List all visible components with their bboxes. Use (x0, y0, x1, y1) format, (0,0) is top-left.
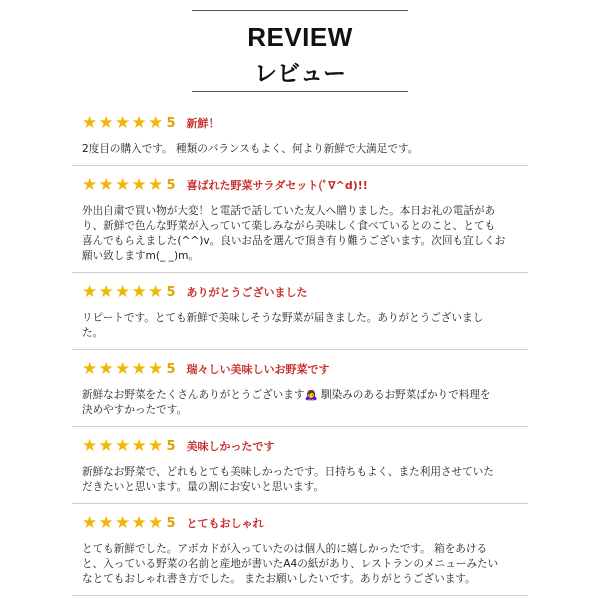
review-text-line: リピートです。とても新鮮で美味しそうな野菜が届きました。ありがとうございまし (82, 312, 484, 324)
page-subtitle: レビュー (254, 61, 346, 87)
review-text-line: 決めやすかったです。 (82, 404, 188, 416)
star-icon: ★ (82, 359, 98, 379)
star-icon: ★ (98, 436, 114, 456)
rating-score: 5 (166, 515, 176, 531)
star-icon: ★ (148, 282, 164, 302)
star-icon: ★ (131, 359, 147, 379)
star-icon: ★ (131, 513, 147, 533)
rating-score: 5 (166, 361, 176, 377)
review-header (72, 436, 528, 456)
review-title: 瑞々しい美味しいお野菜です (186, 363, 330, 376)
star-icon: ★ (148, 113, 164, 133)
star-icon: ★ (98, 513, 114, 533)
review-body (72, 465, 528, 504)
review-text-line: 新鮮なお野菜をたくさんありがとうございます🙇‍♀️ 馴染みのあるお野菜ばかりで料理を (82, 389, 491, 401)
star-icon: ★ (115, 282, 131, 302)
review-item (72, 175, 528, 273)
review-body (72, 204, 528, 273)
star-icon: ★ (115, 175, 131, 195)
review-title: 美味しかったです (186, 440, 275, 453)
review-list (72, 110, 528, 605)
review-text-line: り、新鮮で色んな野菜が入っていて楽しみながら美味しく食べているとのこと、とても (82, 220, 496, 232)
star-icon: ★ (148, 513, 164, 533)
review-header (72, 113, 528, 133)
star-icon: ★ (131, 113, 147, 133)
review-item (72, 282, 528, 350)
divider-top (192, 10, 408, 11)
star-icon: ★ (98, 282, 114, 302)
review-title: 喜ばれた野菜サラダセット(ﾟ∇^d)!! (186, 179, 368, 192)
rating-score: 5 (166, 438, 176, 454)
review-header (72, 513, 528, 533)
rating-score: 5 (166, 284, 176, 300)
review-body (72, 142, 528, 166)
star-icon: ★ (98, 175, 114, 195)
review-body (72, 542, 528, 596)
review-text-line: とても新鮮でした。アボカドが入っていたのは個人的に嬉しかったです。 箱をあける (82, 543, 488, 555)
review-text-line: 願い致しますm(_ _)m。 (82, 250, 200, 262)
star-icon: ★ (82, 436, 98, 456)
star-icon: ★ (148, 359, 164, 379)
page-title: REVIEW (247, 22, 353, 52)
star-icon: ★ (148, 175, 164, 195)
star-icon: ★ (98, 113, 114, 133)
star-icon: ★ (82, 113, 98, 133)
star-rating (82, 437, 165, 455)
review-text-line: と、入っている野菜の名前と産地が書いたA4の紙があり、レストランのメニューみたい (82, 558, 499, 570)
rating-score: 5 (166, 115, 176, 131)
star-rating (82, 176, 165, 194)
star-icon: ★ (82, 175, 98, 195)
rating-score: 5 (166, 177, 176, 193)
review-text-line: 新鮮なお野菜で、どれもとても美味しかったです。日持ちもよく、また利用させていた (82, 466, 494, 478)
star-rating (82, 514, 165, 532)
review-text-line: なとてもおしゃれ書き方でした。 またお願いしたいです。ありがとうございます。 (82, 573, 476, 585)
star-icon: ★ (131, 175, 147, 195)
review-title: 新鮮！ (186, 117, 220, 130)
star-icon: ★ (115, 113, 131, 133)
star-rating (82, 283, 165, 301)
star-icon: ★ (82, 282, 98, 302)
star-icon: ★ (98, 359, 114, 379)
review-header (72, 175, 528, 195)
review-item (72, 359, 528, 427)
header (0, 0, 600, 100)
review-text-line: 2度目の購入です。 種類のバランスもよく、何より新鮮で大満足です。 (82, 143, 419, 155)
review-text-line: 喜んでもらえました(^^)v。良いお品を選んで頂き有り難うございます。次回も宜しくお (82, 235, 506, 247)
review-item (72, 436, 528, 504)
star-rating (82, 360, 165, 378)
star-icon: ★ (131, 436, 147, 456)
star-icon: ★ (148, 436, 164, 456)
star-icon: ★ (131, 282, 147, 302)
star-icon: ★ (115, 436, 131, 456)
review-item (72, 513, 528, 596)
star-icon: ★ (82, 513, 98, 533)
review-header (72, 282, 528, 302)
star-icon: ★ (115, 513, 131, 533)
review-body (72, 388, 528, 427)
review-title: ありがとうございました (186, 286, 308, 299)
star-icon: ★ (115, 359, 131, 379)
review-body (72, 311, 528, 350)
review-text-line: 外出自粛で買い物が大変！と電話で話していた友人へ贈りました。本日お礼の電話があ (82, 205, 496, 217)
review-item (72, 113, 528, 166)
divider-bottom (192, 91, 408, 92)
review-header (72, 359, 528, 379)
star-rating (82, 114, 165, 132)
review-text-line: た。 (82, 327, 104, 339)
review-title: とてもおしゃれ (186, 517, 264, 530)
review-text-line: だきたいと思います。量の割にお安いと思います。 (82, 481, 324, 493)
